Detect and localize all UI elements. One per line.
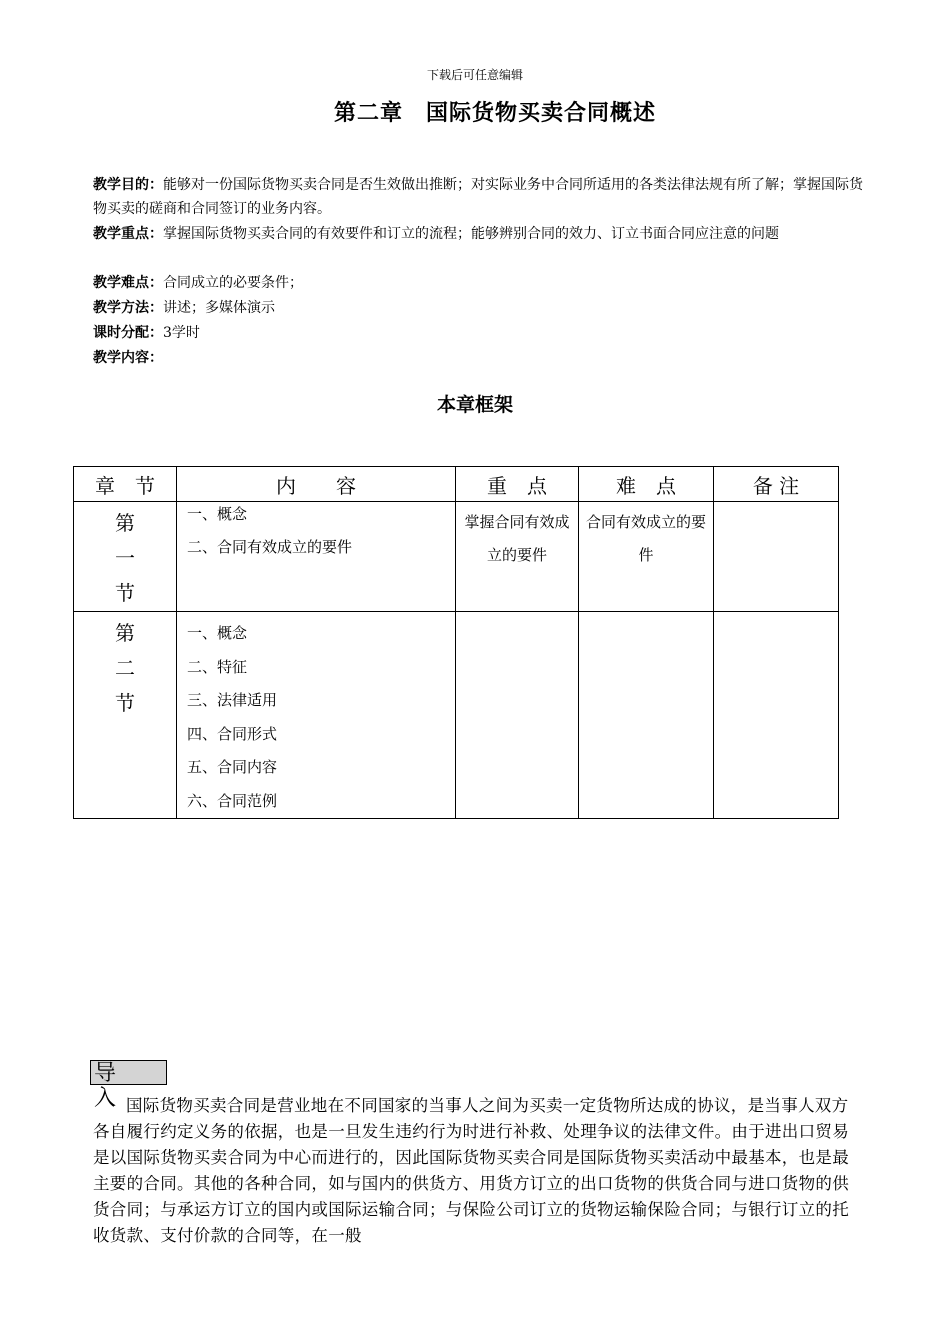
meta-text: 讲述；多媒体演示 [163, 300, 275, 316]
meta-label: 课时分配 [93, 325, 149, 341]
intro-label: 导入 [90, 1060, 167, 1085]
content-item: 六、合同范例 [187, 791, 278, 810]
section-char: 第 [115, 511, 135, 535]
section-char: 一 [115, 546, 135, 570]
meta-label: 教学内容 [93, 350, 149, 366]
difficult-cell [579, 612, 714, 819]
key-cell: 掌握合同有效成立的要件 [456, 502, 579, 612]
note-cell [714, 502, 839, 612]
section-char: 第 [115, 621, 135, 645]
meta-text: 合同成立的必要条件； [163, 275, 303, 291]
intro-paragraph: 国际货物买卖合同是营业地在不同国家的当事人之间为买卖一定货物所达成的协议，是当事人双方各自履行约定义务的依据，也是一旦发生违约行为时进行补救、处理争议的法律文件。由于进出口贸易是以国际货物买卖合同为中心而进行的，因此国际货物买卖合同是国际货物买卖活动中最基本，也是最主要的合同。其他的各种合同，如与国内的供货方、用货方订立的出口货物的供货合同与进口货物的供货合同；与承运方订立的国内或国际运输合同；与保险公司订立的货物运输保险合同；与银行订立的托收货款、支付价款的合同等，在一般 [93, 1096, 849, 1245]
meta-label: 教学难点 [93, 275, 149, 291]
header-note: 备 注 [714, 467, 839, 502]
meta-text: 3学时 [163, 325, 200, 341]
section-cell [74, 502, 177, 612]
content-item: 三、法律适用 [187, 691, 278, 709]
table-row [74, 612, 839, 819]
header-section: 章 节 [74, 467, 177, 502]
section-cell [74, 612, 177, 819]
framework-title: 本章框架 [436, 394, 513, 416]
content-item: 五、合同内容 [187, 758, 278, 776]
meta-keypoints: 教学重点：掌握国际货物买卖合同的有效要件和订立的流程；能够辨别合同的效力、订立书面合同应注意的问题 [93, 226, 779, 242]
meta-methods: 教学方法：讲述；多媒体演示 [93, 300, 275, 316]
meta-text: 能够对一份国际货物买卖合同是否生效做出推断；对实际业务中合同所适用的各类法律法规有所了解；掌握国际货物买卖的磋商和合同签订的业务内容。 [93, 177, 863, 217]
section-char: 节 [115, 581, 135, 605]
meta-text: 掌握国际货物买卖合同的有效要件和订立的流程；能够辨别合同的效力、订立书面合同应注意的问题 [163, 226, 779, 242]
content-item: 二、合同有效成立的要件 [187, 538, 353, 556]
content-item: 二、特征 [187, 657, 248, 676]
meta-label: 教学目的 [93, 177, 149, 193]
difficult-cell: 合同有效成立的要件 [579, 502, 714, 612]
section-char: 节 [115, 691, 135, 715]
content-item: 一、概念 [187, 505, 248, 523]
table-row [74, 502, 839, 612]
note-cell [714, 612, 839, 819]
content-cell [177, 612, 456, 819]
download-note: 下载后可任意编辑 [426, 68, 523, 82]
content-cell [177, 502, 456, 612]
header-content: 内 容 [177, 467, 456, 502]
header-key: 重 点 [456, 467, 579, 502]
meta-hours: 课时分配：3学时 [93, 325, 200, 341]
key-cell [456, 612, 579, 819]
table-header-row [74, 467, 839, 502]
meta-difficulties: 教学难点：合同成立的必要条件； [93, 275, 303, 291]
meta-label: 教学方法 [93, 300, 149, 316]
content-item: 一、概念 [187, 624, 248, 642]
meta-content: 教学内容： [93, 350, 163, 366]
section-char: 二 [115, 656, 135, 680]
chapter-framework-table [73, 466, 839, 819]
header-difficult: 难 点 [579, 467, 714, 502]
chapter-title: 第二章 国际货物买卖合同概述 [333, 100, 656, 126]
meta-label: 教学重点 [93, 226, 149, 242]
content-item: 四、合同形式 [187, 724, 278, 743]
meta-objective: 教学目的：能够对一份国际货物买卖合同是否生效做出推断；对实际业务中合同所适用的各类法律法规有所了解；掌握国际货物买卖的磋商和合同签订的业务内容。 [93, 177, 863, 217]
